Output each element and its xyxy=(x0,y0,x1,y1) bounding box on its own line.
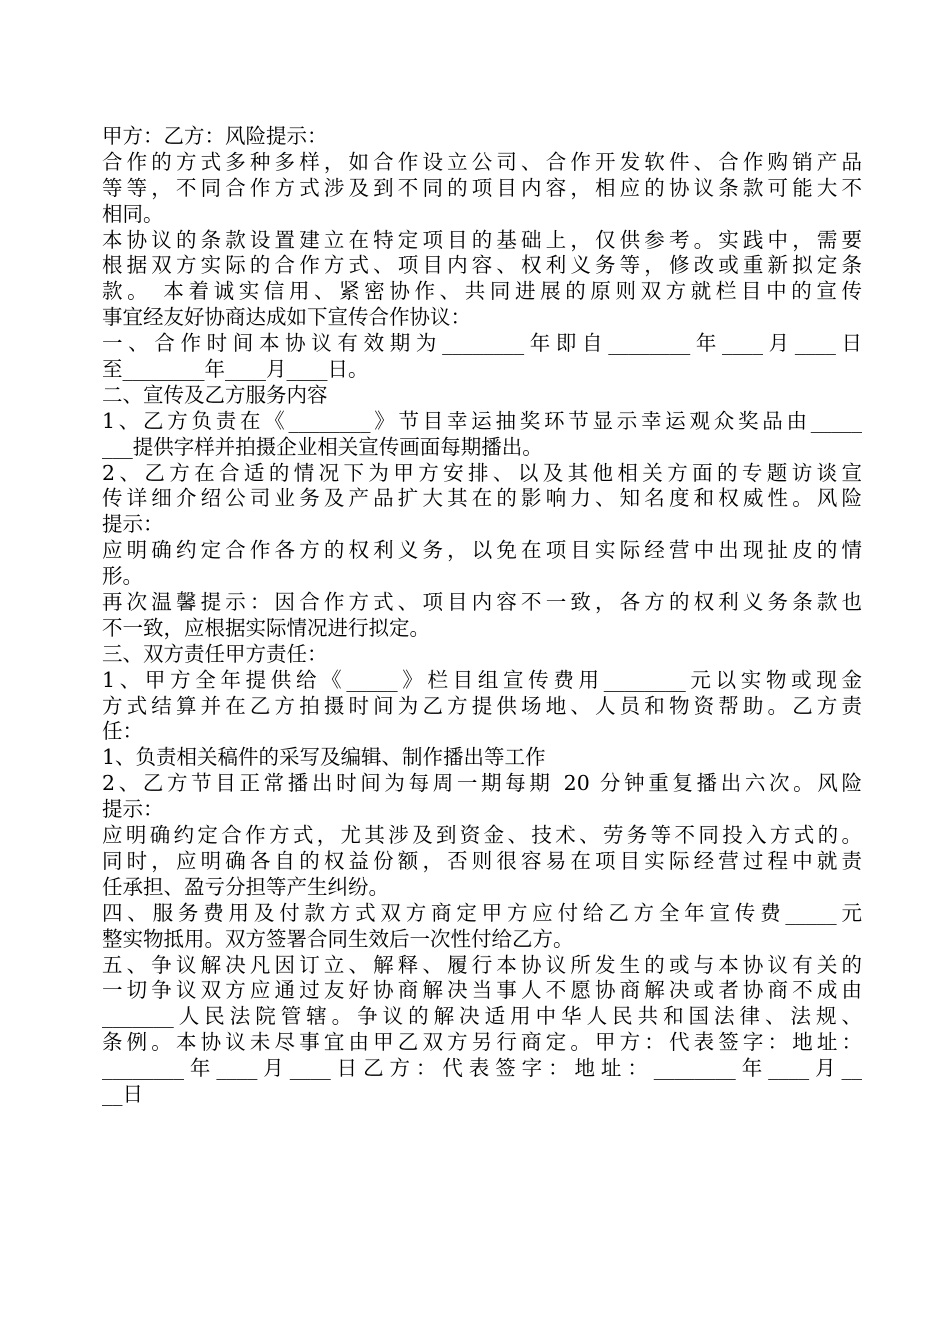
text-line: 1、负责相关稿件的采写及编辑、制作播出等工作 xyxy=(102,745,546,770)
text-line: 同时，应明确各自的权益份额，否则很容易在项目实际经营过程中就责 xyxy=(102,848,862,873)
text-line: 五、争议解决凡因订立、解释、履行本协议所发生的或与本协议有关的 xyxy=(102,952,862,977)
text-line: 合作的方式多种多样，如合作设立公司、合作开发软件、合作购销产品 xyxy=(102,149,862,174)
text-line: 三、双方责任甲方责任： xyxy=(102,641,328,666)
text-line: 任： xyxy=(102,719,143,744)
text-line: 四、服务费用及付款方式双方商定甲方应付给乙方全年宣传费_____元 xyxy=(102,900,862,925)
text-line: 1、乙方负责在《________》节目幸运抽奖环节显示幸运观众奖品由_____ xyxy=(102,408,862,433)
text-line: 条例。本协议未尽事宜由甲乙双方另行商定。甲方：代表签字：地址： xyxy=(102,1030,862,1055)
text-line: 款。 本着诚实信用、紧密协作、共同进展的原则双方就栏目中的宣传 xyxy=(102,279,862,304)
text-line: 一切争议双方应通过友好协商解决当事人不愿协商解决或者协商不成由 xyxy=(102,978,862,1003)
text-line: 1、甲方全年提供给《_____》栏目组宣传费用________元以实物或现金 xyxy=(102,667,862,692)
document-body xyxy=(102,124,862,1108)
text-line: __日 xyxy=(102,1081,143,1106)
text-line: 一、合作时间本协议有效期为________年即自________年____月____日 xyxy=(102,331,862,356)
text-line: ________年____月____日乙方：代表签字：地址：________年____月__ xyxy=(102,1056,862,1081)
text-line: 任承担、盈亏分担等产生纠纷。 xyxy=(102,874,389,899)
text-line: 形。 xyxy=(102,564,143,589)
text-line: 再次温馨提示：因合作方式、项目内容不一致，各方的权利义务条款也 xyxy=(102,590,862,615)
text-line: 等等，不同合作方式涉及到不同的项目内容，相应的协议条款可能大不 xyxy=(102,175,862,200)
text-line: _______人民法院管辖。争议的解决适用中华人民共和国法律、法规、 xyxy=(102,1004,862,1029)
text-line: 二、宣传及乙方服务内容 xyxy=(102,382,328,407)
text-line: 提示： xyxy=(102,797,164,822)
text-line: 2、乙方节目正常播出时间为每周一期每期 20 分钟重复播出六次。风险 xyxy=(102,771,862,796)
text-line: 应明确约定合作方式，尤其涉及到资金、技术、劳务等不同投入方式的。 xyxy=(102,823,862,848)
text-line: 根据双方实际的合作方式、项目内容、权利义务等，修改或重新拟定条 xyxy=(102,253,862,278)
text-line: 至________年____月____日。 xyxy=(102,357,369,382)
text-line: 事宜经友好协商达成如下宣传合作协议： xyxy=(102,305,471,330)
text-line: 整实物抵用。双方签署合同生效后一次性付给乙方。 xyxy=(102,926,574,951)
text-line: 本协议的条款设置建立在特定项目的基础上，仅供参考。实践中，需要 xyxy=(102,227,862,252)
text-line: ___提供字样并拍摄企业相关宣传画面每期播出。 xyxy=(102,434,543,459)
text-line: 方式结算并在乙方拍摄时间为乙方提供场地、人员和物资帮助。乙方责 xyxy=(102,693,862,718)
text-line: 2、乙方在合适的情况下为甲方安排、以及其他相关方面的专题访谈宣 xyxy=(102,460,862,485)
text-line: 应明确约定合作各方的权利义务，以免在项目实际经营中出现扯皮的情 xyxy=(102,538,862,563)
text-line: 提示： xyxy=(102,512,164,537)
text-line: 传详细介绍公司业务及产品扩大其在的影响力、知名度和权威性。风险 xyxy=(102,486,862,511)
text-line: 不一致，应根据实际情况进行拟定。 xyxy=(102,615,430,640)
text-line: 甲方：乙方：风险提示： xyxy=(102,124,328,148)
text-line: 相同。 xyxy=(102,201,164,226)
